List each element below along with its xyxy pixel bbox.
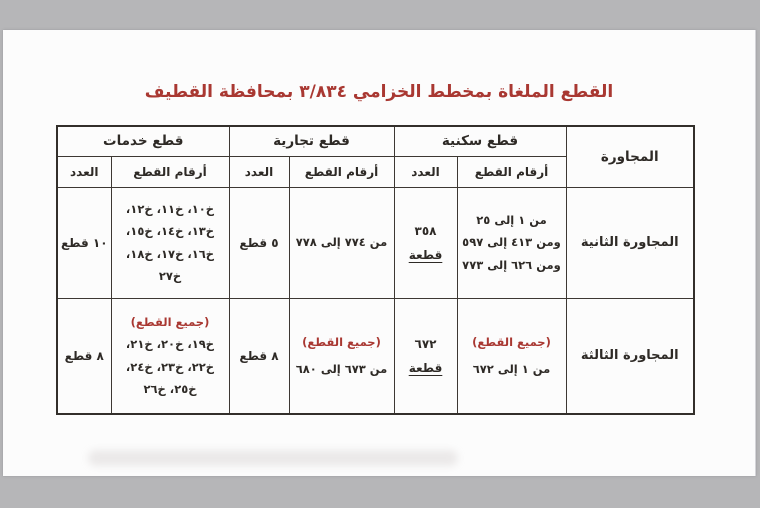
header-residential-plots: قطع سكنية bbox=[394, 126, 566, 156]
table-row bbox=[57, 187, 694, 298]
cell-residential-plot-numbers bbox=[457, 187, 566, 298]
cell-commercial-count bbox=[229, 187, 289, 298]
document-page bbox=[3, 30, 756, 476]
cell-services-count bbox=[57, 298, 111, 414]
plot-numbers-line: ومن ٦٢٦ إلى ٧٧٣ bbox=[462, 257, 561, 272]
count-value: ٥ قطع bbox=[239, 235, 279, 250]
header-commercial-count: العدد bbox=[229, 156, 289, 187]
plot-numbers-line: خ١٣، خ١٤، خ١٥، bbox=[125, 224, 215, 238]
cell-neighborhood-name: المجاورة الثالثة bbox=[566, 298, 694, 414]
count-unit: قطعة bbox=[408, 247, 443, 262]
cell-neighborhood-name: المجاورة الثانية bbox=[566, 187, 694, 298]
header-commercial-plots: قطع تجارية bbox=[229, 126, 394, 156]
cell-residential-count bbox=[394, 187, 457, 298]
header-services-plot-numbers: أرقام القطع bbox=[111, 156, 229, 187]
plot-numbers-line: خ٢٥، خ٢٦ bbox=[143, 382, 197, 397]
header-residential-count: العدد bbox=[394, 156, 457, 187]
cell-commercial-count bbox=[229, 298, 289, 414]
all-plots-note: (جميع القطع) bbox=[130, 314, 210, 329]
plot-numbers-line: من ١ إلى ٦٧٢ bbox=[472, 361, 551, 376]
plot-numbers-line: خ١٩، خ٢٠، خ٢١، bbox=[125, 337, 215, 352]
plot-numbers-line: خ١٠، خ١١، خ١٢، bbox=[125, 201, 215, 216]
plot-numbers-line: خ٢٢، خ٢٣، خ٢٤، bbox=[125, 359, 215, 374]
all-plots-note: (جميع القطع) bbox=[302, 334, 381, 349]
plot-numbers-line: خ١٦، خ١٧، خ١٨، bbox=[125, 246, 215, 261]
count-value: ١٠ قطع bbox=[60, 235, 108, 250]
plot-numbers-line: من ٦٧٣ إلى ٦٨٠ bbox=[295, 361, 388, 376]
count-unit: قطعة bbox=[408, 360, 443, 375]
cell-services-plot-numbers bbox=[111, 187, 229, 298]
header-neighborhood: المجاورة bbox=[566, 126, 694, 187]
plot-numbers-line: من ١ إلى ٢٥ bbox=[476, 212, 547, 227]
header-services-count: العدد bbox=[57, 156, 111, 187]
table-row bbox=[57, 298, 694, 414]
cell-services-plot-numbers bbox=[111, 298, 229, 414]
header-commercial-plot-numbers: أرقام القطع bbox=[289, 156, 394, 187]
document-title: القطع الملغاة بمخطط الخزامي ٣/٨٣٤ بمحافظة القطيف bbox=[144, 82, 614, 102]
cell-residential-plot-numbers bbox=[457, 298, 566, 414]
cell-commercial-plot-numbers bbox=[289, 187, 394, 298]
count-value: ٦٧٢ bbox=[414, 336, 437, 351]
all-plots-note: (جميع القطع) bbox=[472, 334, 551, 349]
count-value: ٨ قطع bbox=[64, 348, 104, 363]
plot-numbers-line: ومن ٤١٣ إلى ٥٩٧ bbox=[462, 235, 561, 250]
cell-commercial-plot-numbers bbox=[289, 298, 394, 414]
scan-smudge bbox=[88, 450, 458, 466]
cancelled-plots-table bbox=[56, 125, 695, 415]
count-value: ٣٥٨ bbox=[414, 223, 437, 238]
header-services-plots: قطع خدمات bbox=[57, 126, 229, 156]
plot-numbers-line: من ٧٧٤ إلى ٧٧٨ bbox=[295, 235, 388, 250]
plot-numbers-line: خ٢٧ bbox=[158, 269, 182, 283]
count-value: ٨ قطع bbox=[239, 348, 279, 363]
cell-services-count bbox=[57, 187, 111, 298]
header-residential-plot-numbers: أرقام القطع bbox=[457, 156, 566, 187]
cell-residential-count bbox=[394, 298, 457, 414]
